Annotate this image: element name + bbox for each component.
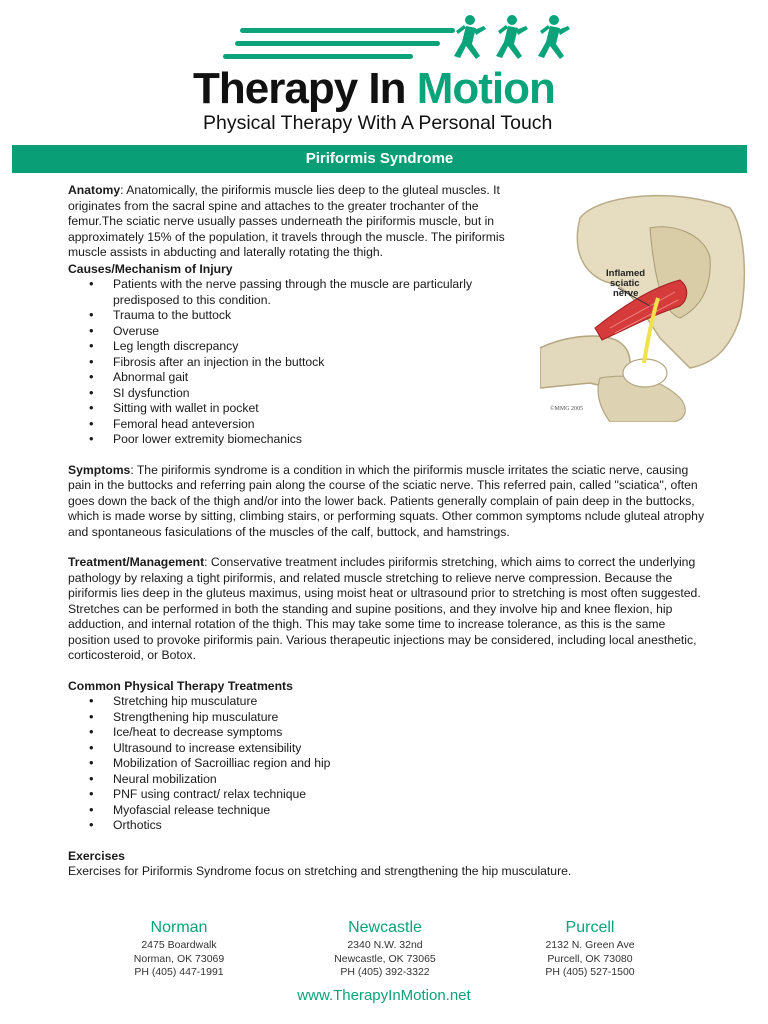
brand-tagline: Physical Therapy With A Personal Touch [203, 112, 553, 134]
list-item: • Sitting with wallet in pocket [68, 401, 528, 417]
exercises-heading: Exercises [68, 848, 125, 863]
office-city: Purcell [565, 919, 615, 936]
list-item: • Leg length discrepancy [68, 339, 528, 355]
list-item: • Abnormal gait [68, 370, 528, 386]
callout-text-line2: sciatic [610, 278, 640, 289]
office-street: 2132 N. Green Ave [545, 939, 635, 951]
causes-heading: Causes/Mechanism of Injury [68, 261, 233, 276]
list-item: • SI dysfunction [68, 386, 528, 402]
list-item: • Stretching hip musculature [68, 694, 708, 710]
office-city: Newcastle [348, 919, 422, 936]
anatomy-text: : Anatomically, the piriformis muscle lies deep to the gluteal muscles. It originates from the sacral spine and attaches to the greater trochanter of the femur.The sciatic nerve usually passes underneath the piriformis muscle, but in approximately 15% of the population, it travels through the muscle. The piriformis muscle assists in abducting and laterally rotating the thigh. [68, 183, 505, 259]
office-street: 2475 Boardwalk [141, 939, 217, 951]
list-item: • Strengthening hip musculature [68, 710, 708, 726]
brand-name-part2: Motion [416, 64, 555, 113]
list-item: • Ice/heat to decrease symptoms [68, 725, 708, 741]
treatment-section [68, 555, 708, 664]
brand-name-part1: Therapy In [193, 64, 417, 113]
speed-lines-graphic [235, 28, 455, 67]
list-item: • Trauma to the buttock [68, 308, 528, 324]
treatment-text: : Conservative treatment includes piriformis stretching, which aims to correct the underlying pathology by relaxing a tight piriformis, and related muscle stretching to relieve nerve compression. Because the piriformis lies deep in the gluteus maximus, using moist heat or ultrasound prior to stretching is most often suggested. Stretches can be performed in both the standing and supine positions, and they involve hip and knee flexion, hip adduction, and internal rotation of the thigh. This may take some time to increase tolerance, as this is the same position used to provoke piriformis pain. Various therapeutic injections may be considered, including local anesthetic, corticosteroid, or Botox. [68, 555, 701, 662]
exercises-text: Exercises for Piriformis Syndrome focus on stretching and strengthening the hip musculature. [68, 864, 572, 878]
office-phone: PH (405) 392-3322 [340, 966, 430, 978]
office-citystate: Purcell, OK 73080 [547, 952, 633, 965]
causes-list [68, 277, 528, 448]
callout-text-line1: Inflamed [606, 268, 646, 279]
list-item: • Myofascial release technique [68, 803, 708, 819]
office-newcastle [285, 918, 485, 980]
office-citystate: Newcastle, OK 73065 [334, 952, 436, 965]
callout-text-line3: nerve [613, 288, 639, 299]
illustration-copyright: ©MMG 2005 [550, 406, 584, 412]
office-purcell [490, 918, 690, 980]
office-citystate: Norman, OK 73069 [133, 952, 225, 965]
list-item: • Orthotics [68, 818, 708, 834]
article-body [68, 183, 708, 880]
website-link[interactable]: www.TherapyInMotion.net [297, 987, 471, 1004]
treatment-label: Treatment/Management [68, 555, 205, 569]
list-item: • Mobilization of Sacroilliac region and hip [68, 756, 708, 772]
list-item: • Neural mobilization [68, 772, 708, 788]
office-street: 2340 N.W. 32nd [347, 939, 423, 951]
office-phone: PH (405) 527-1500 [545, 966, 635, 978]
list-item: • Patients with the nerve passing through the muscle are particularly predisposed to this condition. [68, 277, 528, 308]
list-item: • Poor lower extremity biomechanics [68, 432, 528, 448]
list-item: • Femoral head anteversion [68, 417, 528, 433]
office-norman [79, 918, 279, 980]
runners-icon [450, 14, 580, 70]
list-item: • Ultrasound to increase extensibility [68, 741, 708, 757]
office-phone: PH (405) 447-1991 [134, 966, 224, 978]
office-city: Norman [150, 919, 208, 936]
pt-treatments-list [68, 694, 708, 834]
symptoms-section [68, 463, 708, 541]
logo [0, 0, 768, 140]
symptoms-text: : The piriformis syndrome is a condition in which the piriformis muscle irritates the sciatic nerve, causing pain in the buttocks and referring pain along the course of the sciatic nerve. This referred pain, called "sciatica", often goes down the back of the thigh and/or into the lower back. Patients generally complain of pain deep in the buttocks, which is made worse by sitting, climbing stairs, or performing squats. Other common symptoms nclude gluteal atrophy and spontaneous fasiculations of the muscles of the calf, buttock, and hamstrings. [68, 462, 705, 539]
anatomy-label: Anatomy [68, 183, 121, 197]
list-item: • Overuse [68, 324, 528, 340]
symptoms-label: Symptoms [68, 462, 131, 477]
anatomy-section [68, 183, 528, 261]
list-item: • Fibrosis after an injection in the buttock [68, 355, 528, 371]
page-title: Piriformis Syndrome [12, 145, 747, 173]
pt-treatments-heading: Common Physical Therapy Treatments [68, 678, 293, 693]
list-item: • PNF using contract/ relax technique [68, 787, 708, 803]
brand-name [193, 64, 555, 114]
